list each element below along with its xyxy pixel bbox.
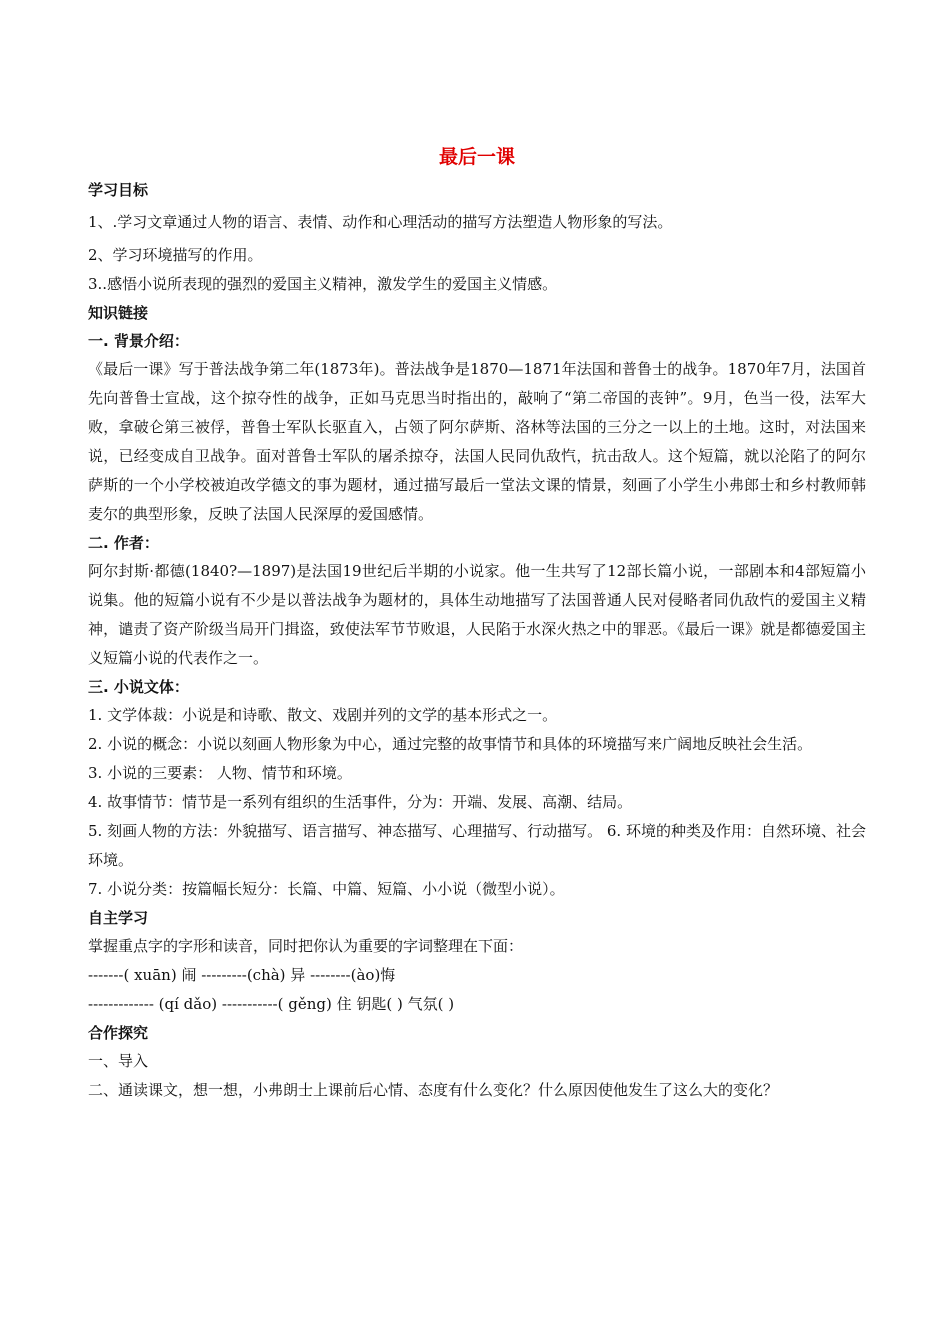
- genre-item: 1. 文学体裁：小说是和诗歌、散文、戏剧并列的文学的基本形式之一。: [88, 706, 558, 724]
- genre-heading: 三. 小说文体：: [88, 678, 189, 696]
- author-paragraph: 阿尔封斯·都德(1840?—1897)是法国19世纪后半期的小说家。他一生共写了12部长篇小说，一部剧本和4部短篇小说集。他的短篇小说有不少是以普法战争为题材的，具体生动地描写了法国普通人民对侵略者同仇敌忾的爱国主义精神，谴责了资产阶级当局开门揖盗，致使法军节节败退，人民陷于水深火热之中的罪恶。《最后一课》就是都德爱国主义短篇小说的代表作之一。: [88, 562, 866, 667]
- document-page: [88, 140, 866, 1105]
- objective-item: 1、.学习文章通过人物的语言、表情、动作和心理活动的描写方法塑造人物形象的写法。: [88, 213, 673, 231]
- page-title: 最后一课: [438, 146, 515, 168]
- objectives-heading: 学习目标: [88, 181, 149, 199]
- self-study-intro: 掌握重点字的字形和读音，同时把你认为重要的字词整理在下面：: [88, 937, 524, 955]
- objective-item: 3..感悟小说所表现的强烈的爱国主义精神，激发学生的爱国主义情感。: [88, 275, 558, 293]
- cooperation-heading: 合作探究: [88, 1024, 149, 1042]
- self-study-heading: 自主学习: [88, 909, 149, 927]
- cooperation-item: 一、导入: [88, 1052, 149, 1070]
- knowledge-heading: 知识链接: [88, 304, 149, 322]
- cooperation-item: 二、通读课文，想一想，小弗朗士上课前后心情、态度有什么变化？什么原因使他发生了这么大的变化？: [88, 1081, 779, 1099]
- vocab-row: ------------- (qí dǎo) -----------( gěng) 住 钥匙( ) 气氛( ): [88, 995, 455, 1013]
- vocab-row: -------( xuān) 闹 ---------(chà) 异 --------(ào)悔: [88, 966, 396, 984]
- genre-item: 5. 刻画人物的方法：外貌描写、语言描写、神态描写、心理描写、行动描写。 6. 环境的种类及作用：自然环境、社会环境。: [88, 822, 866, 869]
- genre-item: 3. 小说的三要素： 人物、情节和环境。: [88, 764, 352, 782]
- genre-item: 2. 小说的概念：小说以刻画人物形象为中心，通过完整的故事情节和具体的环境描写来广阔地反映社会生活。: [88, 735, 813, 753]
- author-heading: 二. 作者：: [88, 534, 159, 552]
- genre-item: 4. 故事情节：情节是一系列有组织的生活事件，分为：开端、发展、高潮、结局。: [88, 793, 633, 811]
- background-paragraph: 《最后一课》写于普法战争第二年(1873年)。普法战争是1870—1871年法国和普鲁士的战争。1870年7月，法国首先向普鲁士宣战，这个掠夺性的战争，正如马克思当时指出的，敲响了“第二帝国的丧钟”。9月，色当一役，法军大败，拿破仑第三被俘，普鲁士军队长驱直入，占领了阿尔萨斯、洛林等法国的三分之一以上的土地。这时，对法国来说，已经变成自卫战争。面对普鲁士军队的屠杀掠夺，法国人民同仇敌忾，抗击敌人。这个短篇，就以沦陷了的阿尔萨斯的一个小学校被迫改学德文的事为题材，通过描写最后一堂法文课的情景，刻画了小学生小弗郎士和乡村教师韩麦尔的典型形象，反映了法国人民深厚的爱国感情。: [88, 360, 866, 523]
- genre-item: 7. 小说分类：按篇幅长短分：长篇、中篇、短篇、小小说（微型小说）。: [88, 880, 565, 898]
- background-heading: 一. 背景介绍：: [88, 332, 189, 350]
- objective-item: 2、学习环境描写的作用。: [88, 246, 263, 264]
